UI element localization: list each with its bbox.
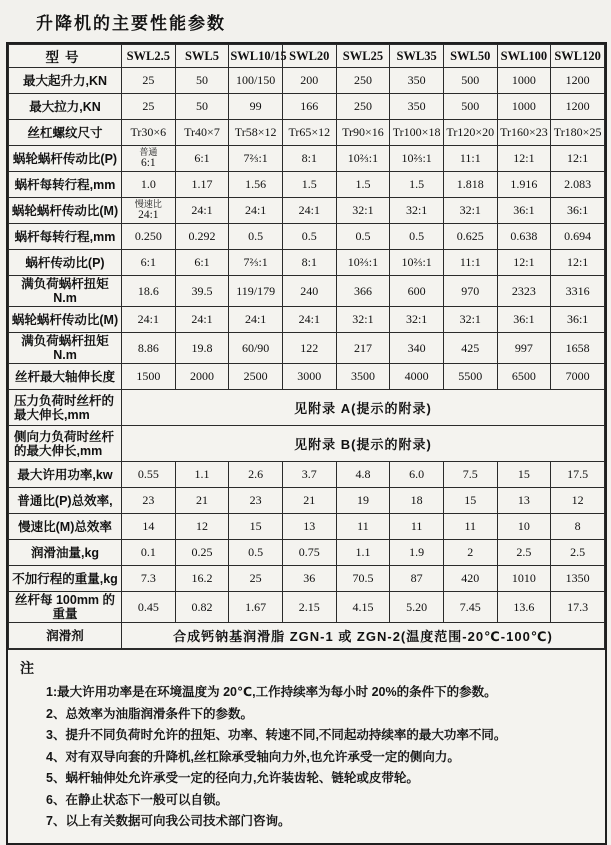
note-item: 6、在静止状态下一般可以自锁。 xyxy=(46,792,228,807)
table-row xyxy=(9,146,605,172)
row-label: 满负荷蜗杆扭矩 N.m xyxy=(9,333,122,364)
value-cell: 24:1 xyxy=(282,198,336,224)
value-cell: 217 xyxy=(336,333,390,364)
value-cell: 1000 xyxy=(497,68,551,94)
value-cell: 0.250 xyxy=(122,224,176,250)
value-cell: 3500 xyxy=(336,364,390,390)
value-cell: 1.818 xyxy=(443,172,497,198)
span-value-cell: 见附录 B(提示的附录) xyxy=(122,426,605,462)
value-cell xyxy=(122,146,176,172)
value-cell: 1.916 xyxy=(497,172,551,198)
value-cell: 15 xyxy=(229,514,283,540)
value-cell: 0.625 xyxy=(443,224,497,250)
value-cell: 7000 xyxy=(551,364,605,390)
value-cell: 250 xyxy=(336,94,390,120)
value-cell: 1.67 xyxy=(229,592,283,623)
page-title: 升降机的主要性能参数 xyxy=(36,14,226,33)
value-cell: 24:1 xyxy=(282,307,336,333)
table-row xyxy=(9,514,605,540)
value-cell: 24:1 xyxy=(175,307,229,333)
value-cell: 0.638 xyxy=(497,224,551,250)
value-cell: 32:1 xyxy=(443,198,497,224)
value-cell: 12:1 xyxy=(551,250,605,276)
value-cell: 0.5 xyxy=(390,224,444,250)
table-row xyxy=(9,276,605,307)
value-cell: 1350 xyxy=(551,566,605,592)
value-cell: 0.1 xyxy=(122,540,176,566)
value-cell: 15 xyxy=(497,462,551,488)
value-cell: 340 xyxy=(390,333,444,364)
model-header: SWL10/15 xyxy=(229,45,283,68)
row-label: 蜗轮蜗杆传动比(M) xyxy=(9,307,122,333)
value-cell: 87 xyxy=(390,566,444,592)
value-cell: 350 xyxy=(390,68,444,94)
value-cell: 0.694 xyxy=(551,224,605,250)
spec-table xyxy=(8,44,605,649)
value-cell: 24:1 xyxy=(229,198,283,224)
value-cell: 0.5 xyxy=(336,224,390,250)
value-cell: 7.3 xyxy=(122,566,176,592)
row-label: 侧向力负荷时丝杆的最大伸长,mm xyxy=(9,426,122,462)
value-cell: 19.8 xyxy=(175,333,229,364)
table-row xyxy=(9,250,605,276)
row-label: 最大许用功率,kw xyxy=(9,462,122,488)
notes-section xyxy=(8,649,605,843)
table-row xyxy=(9,94,605,120)
value-cell: 14 xyxy=(122,514,176,540)
value-cell: 10⅔:1 xyxy=(336,250,390,276)
value-cell: 23 xyxy=(229,488,283,514)
model-header: SWL20 xyxy=(282,45,336,68)
value-cell: 2.083 xyxy=(551,172,605,198)
row-label: 润滑油量,kg xyxy=(9,540,122,566)
value-cell: 0.5 xyxy=(229,224,283,250)
table-row xyxy=(9,307,605,333)
row-label: 丝杠螺纹尺寸 xyxy=(9,120,122,146)
row-label: 慢速比(M)总效率 xyxy=(9,514,122,540)
value-cell: 1.0 xyxy=(122,172,176,198)
value-cell: 6:1 xyxy=(122,250,176,276)
value-cell: 425 xyxy=(443,333,497,364)
value-cell: 7.45 xyxy=(443,592,497,623)
table-row xyxy=(9,488,605,514)
value-cell: 15 xyxy=(443,488,497,514)
value-cell: 600 xyxy=(390,276,444,307)
value-cell: 2323 xyxy=(497,276,551,307)
note-item: 1:最大许用功率是在环境温度为 20℃,工作持续率为每小时 20%的条件下的参数。 xyxy=(46,685,497,699)
value-cell: 240 xyxy=(282,276,336,307)
value-cell: 0.5 xyxy=(229,540,283,566)
note-item: 4、对有双导向套的升降机,丝杠除承受轴向力外,也允许承受一定的侧向力。 xyxy=(46,749,460,764)
value-cell: 39.5 xyxy=(175,276,229,307)
value-cell: 2.5 xyxy=(497,540,551,566)
model-column-header: 型号 xyxy=(9,45,122,68)
value-cell: 36 xyxy=(282,566,336,592)
row-label: 蜗杆传动比(P) xyxy=(9,250,122,276)
value-cell: 17.3 xyxy=(551,592,605,623)
value-cell: 60/90 xyxy=(229,333,283,364)
row-label: 压力负荷时丝杆的最大伸长,mm xyxy=(9,390,122,426)
table-row xyxy=(9,333,605,364)
value-cell: Tr65×12 xyxy=(282,120,336,146)
table-row xyxy=(9,566,605,592)
value-cell: 25 xyxy=(122,68,176,94)
model-header: SWL100 xyxy=(497,45,551,68)
value-cell: 0.75 xyxy=(282,540,336,566)
value-cell: 1010 xyxy=(497,566,551,592)
note-item: 3、提升不同负荷时允许的扭矩、功率、转速不同,不同起动持续率的最大功率不同。 xyxy=(46,728,507,742)
value-cell: Tr40×7 xyxy=(175,120,229,146)
table-row xyxy=(9,426,605,462)
notes-list xyxy=(20,682,595,833)
value-cell: 25 xyxy=(229,566,283,592)
value-cell: 36:1 xyxy=(497,198,551,224)
table-row xyxy=(9,390,605,426)
value-cell: 7⅔:1 xyxy=(229,146,283,172)
value-cell: 970 xyxy=(443,276,497,307)
row-label: 丝杆最大轴伸长度 xyxy=(9,364,122,390)
value-cell: Tr90×16 xyxy=(336,120,390,146)
value-cell: Tr58×12 xyxy=(229,120,283,146)
value-cell: 1200 xyxy=(551,94,605,120)
value-cell: 0.25 xyxy=(175,540,229,566)
span-value-cell: 合成钙钠基润滑脂 ZGN-1 或 ZGN-2(温度范围-20℃-100℃) xyxy=(122,623,605,649)
value-cell: 50 xyxy=(175,94,229,120)
model-header: SWL5 xyxy=(175,45,229,68)
value-cell: 1200 xyxy=(551,68,605,94)
value-cell: 2000 xyxy=(175,364,229,390)
value-cell: 2500 xyxy=(229,364,283,390)
value-cell: 32:1 xyxy=(336,198,390,224)
row-label: 普通比(P)总效率, xyxy=(9,488,122,514)
value-cell: 32:1 xyxy=(390,198,444,224)
note-item: 7、以上有关数据可向我公司技术部门咨询。 xyxy=(46,814,291,828)
value-cell: 16.2 xyxy=(175,566,229,592)
value-cell: 250 xyxy=(336,68,390,94)
value-cell: 17.5 xyxy=(551,462,605,488)
value-cell: 10⅔:1 xyxy=(390,250,444,276)
table-header-row xyxy=(9,45,605,68)
value-cell: 13.6 xyxy=(497,592,551,623)
value-cell: 11:1 xyxy=(443,146,497,172)
note-item: 5、蜗杆轴伸处允许承受一定的径向力,允许装齿轮、链轮或皮带轮。 xyxy=(46,771,419,785)
value-cell-main: 24:1 xyxy=(138,209,159,221)
value-cell: 18.6 xyxy=(122,276,176,307)
value-cell: 1.5 xyxy=(282,172,336,198)
value-cell: 5.20 xyxy=(390,592,444,623)
value-cell: 1.1 xyxy=(175,462,229,488)
note-item: 2、总效率为油脂润滑条件下的参数。 xyxy=(46,706,253,721)
model-header: SWL2.5 xyxy=(122,45,176,68)
value-cell: 12:1 xyxy=(551,146,605,172)
row-label: 润滑剂 xyxy=(9,623,122,649)
row-label: 满负荷蜗杆扭矩 N.m xyxy=(9,276,122,307)
value-cell: 10⅔:1 xyxy=(390,146,444,172)
value-cell: 1500 xyxy=(122,364,176,390)
value-cell: 21 xyxy=(175,488,229,514)
value-cell: 420 xyxy=(443,566,497,592)
value-cell: 2 xyxy=(443,540,497,566)
model-header: SWL25 xyxy=(336,45,390,68)
value-cell: 19 xyxy=(336,488,390,514)
value-cell: 200 xyxy=(282,68,336,94)
model-header: SWL120 xyxy=(551,45,605,68)
value-cell: 18 xyxy=(390,488,444,514)
value-cell: 32:1 xyxy=(390,307,444,333)
value-cell-note: 普通 xyxy=(139,147,158,157)
value-cell: 8.86 xyxy=(122,333,176,364)
value-cell: 8:1 xyxy=(282,250,336,276)
value-cell: 2.15 xyxy=(282,592,336,623)
value-cell: 4.15 xyxy=(336,592,390,623)
value-cell: 6.0 xyxy=(390,462,444,488)
value-cell: 8:1 xyxy=(282,146,336,172)
value-cell: 6:1 xyxy=(175,250,229,276)
value-cell: 0.292 xyxy=(175,224,229,250)
model-header: SWL35 xyxy=(390,45,444,68)
value-cell: Tr100×18 xyxy=(390,120,444,146)
value-cell: 500 xyxy=(443,94,497,120)
table-body xyxy=(9,68,605,649)
value-cell: Tr120×20 xyxy=(443,120,497,146)
value-cell: 0.55 xyxy=(122,462,176,488)
value-cell: 12 xyxy=(175,514,229,540)
notes-heading: 注 xyxy=(20,660,34,676)
value-cell: 3316 xyxy=(551,276,605,307)
value-cell: 1.56 xyxy=(229,172,283,198)
value-cell: 8 xyxy=(551,514,605,540)
value-cell: 21 xyxy=(282,488,336,514)
table-row xyxy=(9,462,605,488)
row-label: 蜗杆每转行程,mm xyxy=(9,224,122,250)
value-cell: 1.5 xyxy=(390,172,444,198)
row-label: 丝杆每 100mm 的重量 xyxy=(9,592,122,623)
table-row xyxy=(9,120,605,146)
value-cell: 36:1 xyxy=(497,307,551,333)
value-cell: 11:1 xyxy=(443,250,497,276)
value-cell: 166 xyxy=(282,94,336,120)
value-cell: 70.5 xyxy=(336,566,390,592)
value-cell: 99 xyxy=(229,94,283,120)
value-cell: 1.9 xyxy=(390,540,444,566)
value-cell: 1000 xyxy=(497,94,551,120)
row-label: 蜗轮蜗杆传动比(P) xyxy=(9,146,122,172)
value-cell: 0.45 xyxy=(122,592,176,623)
value-cell: 32:1 xyxy=(443,307,497,333)
row-label: 蜗杆每转行程,mm xyxy=(9,172,122,198)
value-cell: 3.7 xyxy=(282,462,336,488)
value-cell-note: 慢速比 xyxy=(134,199,162,209)
value-cell: 4.8 xyxy=(336,462,390,488)
value-cell: 11 xyxy=(443,514,497,540)
value-cell: 24:1 xyxy=(175,198,229,224)
value-cell: 32:1 xyxy=(336,307,390,333)
value-cell: 11 xyxy=(336,514,390,540)
value-cell: 12:1 xyxy=(497,146,551,172)
table-row xyxy=(9,224,605,250)
value-cell: 350 xyxy=(390,94,444,120)
value-cell: 0.82 xyxy=(175,592,229,623)
value-cell: 24:1 xyxy=(122,307,176,333)
table-row xyxy=(9,623,605,649)
value-cell: 4000 xyxy=(390,364,444,390)
value-cell: 7⅔:1 xyxy=(229,250,283,276)
value-cell: 366 xyxy=(336,276,390,307)
value-cell: 50 xyxy=(175,68,229,94)
table-row xyxy=(9,592,605,623)
value-cell: 1.5 xyxy=(336,172,390,198)
value-cell: 1.1 xyxy=(336,540,390,566)
value-cell: 0.5 xyxy=(282,224,336,250)
value-cell: 13 xyxy=(497,488,551,514)
table-row xyxy=(9,68,605,94)
value-cell: 25 xyxy=(122,94,176,120)
spec-sheet xyxy=(6,42,607,845)
value-cell-main: 6:1 xyxy=(140,157,156,169)
value-cell: 1658 xyxy=(551,333,605,364)
row-label: 最大拉力,KN xyxy=(9,94,122,120)
value-cell: 997 xyxy=(497,333,551,364)
value-cell: 2.5 xyxy=(551,540,605,566)
value-cell: 6:1 xyxy=(175,146,229,172)
value-cell: 24:1 xyxy=(229,307,283,333)
value-cell: Tr180×25 xyxy=(551,120,605,146)
value-cell: 100/150 xyxy=(229,68,283,94)
table-row xyxy=(9,540,605,566)
value-cell: 5500 xyxy=(443,364,497,390)
value-cell: 23 xyxy=(122,488,176,514)
table-row xyxy=(9,172,605,198)
value-cell: 500 xyxy=(443,68,497,94)
value-cell: 6500 xyxy=(497,364,551,390)
table-row xyxy=(9,198,605,224)
row-label: 不加行程的重量,kg xyxy=(9,566,122,592)
value-cell: 36:1 xyxy=(551,198,605,224)
value-cell: 12 xyxy=(551,488,605,514)
table-row xyxy=(9,364,605,390)
value-cell: 13 xyxy=(282,514,336,540)
value-cell: 36:1 xyxy=(551,307,605,333)
value-cell: 11 xyxy=(390,514,444,540)
row-label: 蜗轮蜗杆传动比(M) xyxy=(9,198,122,224)
span-value-cell: 见附录 A(提示的附录) xyxy=(122,390,605,426)
value-cell: Tr30×6 xyxy=(122,120,176,146)
value-cell: 119/179 xyxy=(229,276,283,307)
value-cell: 10 xyxy=(497,514,551,540)
value-cell: 3000 xyxy=(282,364,336,390)
value-cell: 122 xyxy=(282,333,336,364)
value-cell: 12:1 xyxy=(497,250,551,276)
row-label: 最大起升力,KN xyxy=(9,68,122,94)
value-cell: 7.5 xyxy=(443,462,497,488)
value-cell: 10⅔:1 xyxy=(336,146,390,172)
value-cell: Tr160×23 xyxy=(497,120,551,146)
value-cell: 2.6 xyxy=(229,462,283,488)
model-header: SWL50 xyxy=(443,45,497,68)
value-cell xyxy=(122,198,176,224)
value-cell: 1.17 xyxy=(175,172,229,198)
